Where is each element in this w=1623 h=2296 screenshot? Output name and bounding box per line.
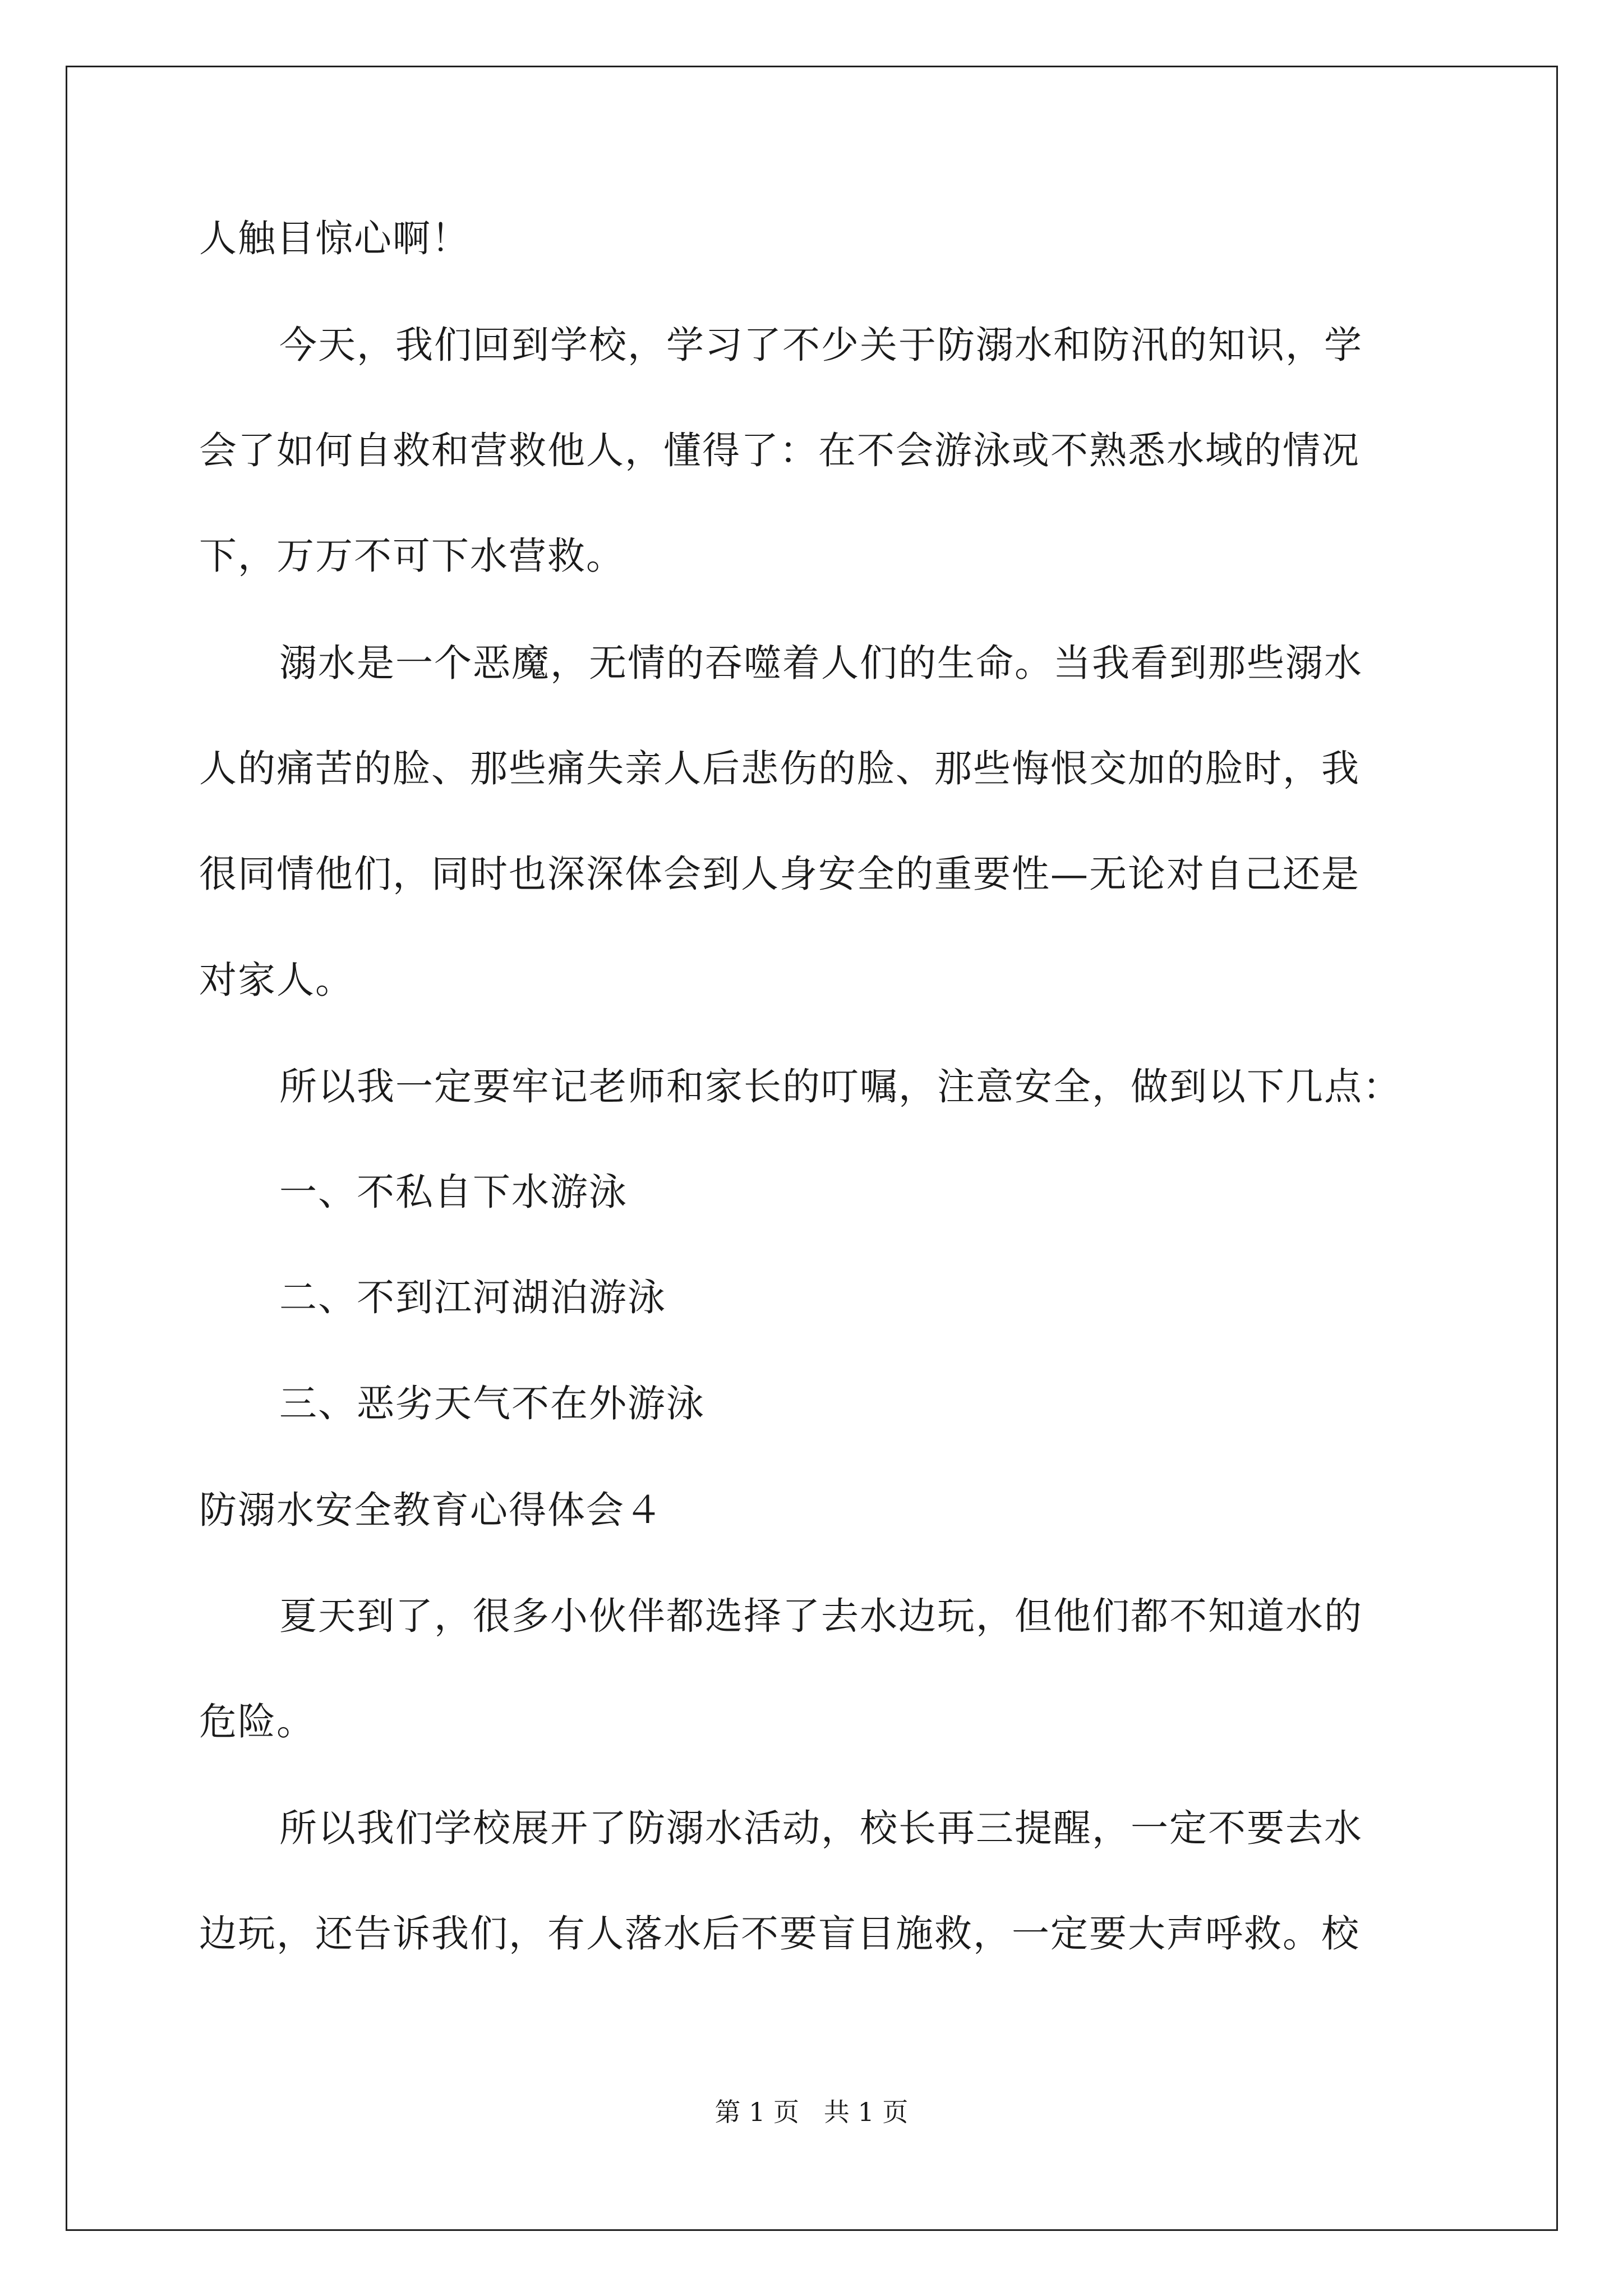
- section-heading: 防溺水安全教育心得体会４: [199, 1488, 663, 1532]
- text-line: 危险。: [199, 1700, 315, 1743]
- list-item: 三、恶劣天气不在外游泳: [279, 1382, 705, 1425]
- text-line: 人的痛苦的脸、那些痛失亲人后悲伤的脸、那些悔恨交加的脸时，我: [199, 747, 1360, 790]
- list-item: 一、不私自下水游泳: [279, 1170, 628, 1214]
- text-line: 边玩，还告诉我们，有人落水后不要盲目施救，一定要大声呼救。校: [199, 1912, 1360, 1955]
- list-item: 二、不到江河湖泊游泳: [279, 1276, 666, 1319]
- paragraph-start-line: 夏天到了，很多小伙伴都选择了去水边玩，但他们都不知道水的: [279, 1594, 1363, 1638]
- page-number-footer: 第 1 页 共 1 页: [714, 2097, 909, 2127]
- paragraph-start-line: 所以我们学校展开了防溺水活动，校长再三提醒，一定不要去水: [279, 1806, 1363, 1850]
- paragraph-start-line: 今天，我们回到学校，学习了不少关于防溺水和防汛的知识，学: [279, 323, 1363, 367]
- paragraph-start-line: 溺水是一个恶魔，无情的吞噬着人们的生命。当我看到那些溺水: [279, 641, 1363, 685]
- text-line: 会了如何自救和营救他人，懂得了：在不会游泳或不熟悉水域的情况: [199, 429, 1360, 472]
- text-line: 对家人。: [199, 958, 354, 1002]
- paragraph-start-line: 所以我一定要牢记老师和家长的叮嘱，注意安全，做到以下几点：: [279, 1065, 1401, 1108]
- text-line: 人触目惊心啊！: [199, 217, 470, 260]
- page-border: [66, 66, 1558, 2231]
- text-line: 下，万万不可下水营救。: [199, 534, 625, 578]
- text-line: 很同情他们，同时也深深体会到人身安全的重要性—无论对自己还是: [199, 852, 1360, 896]
